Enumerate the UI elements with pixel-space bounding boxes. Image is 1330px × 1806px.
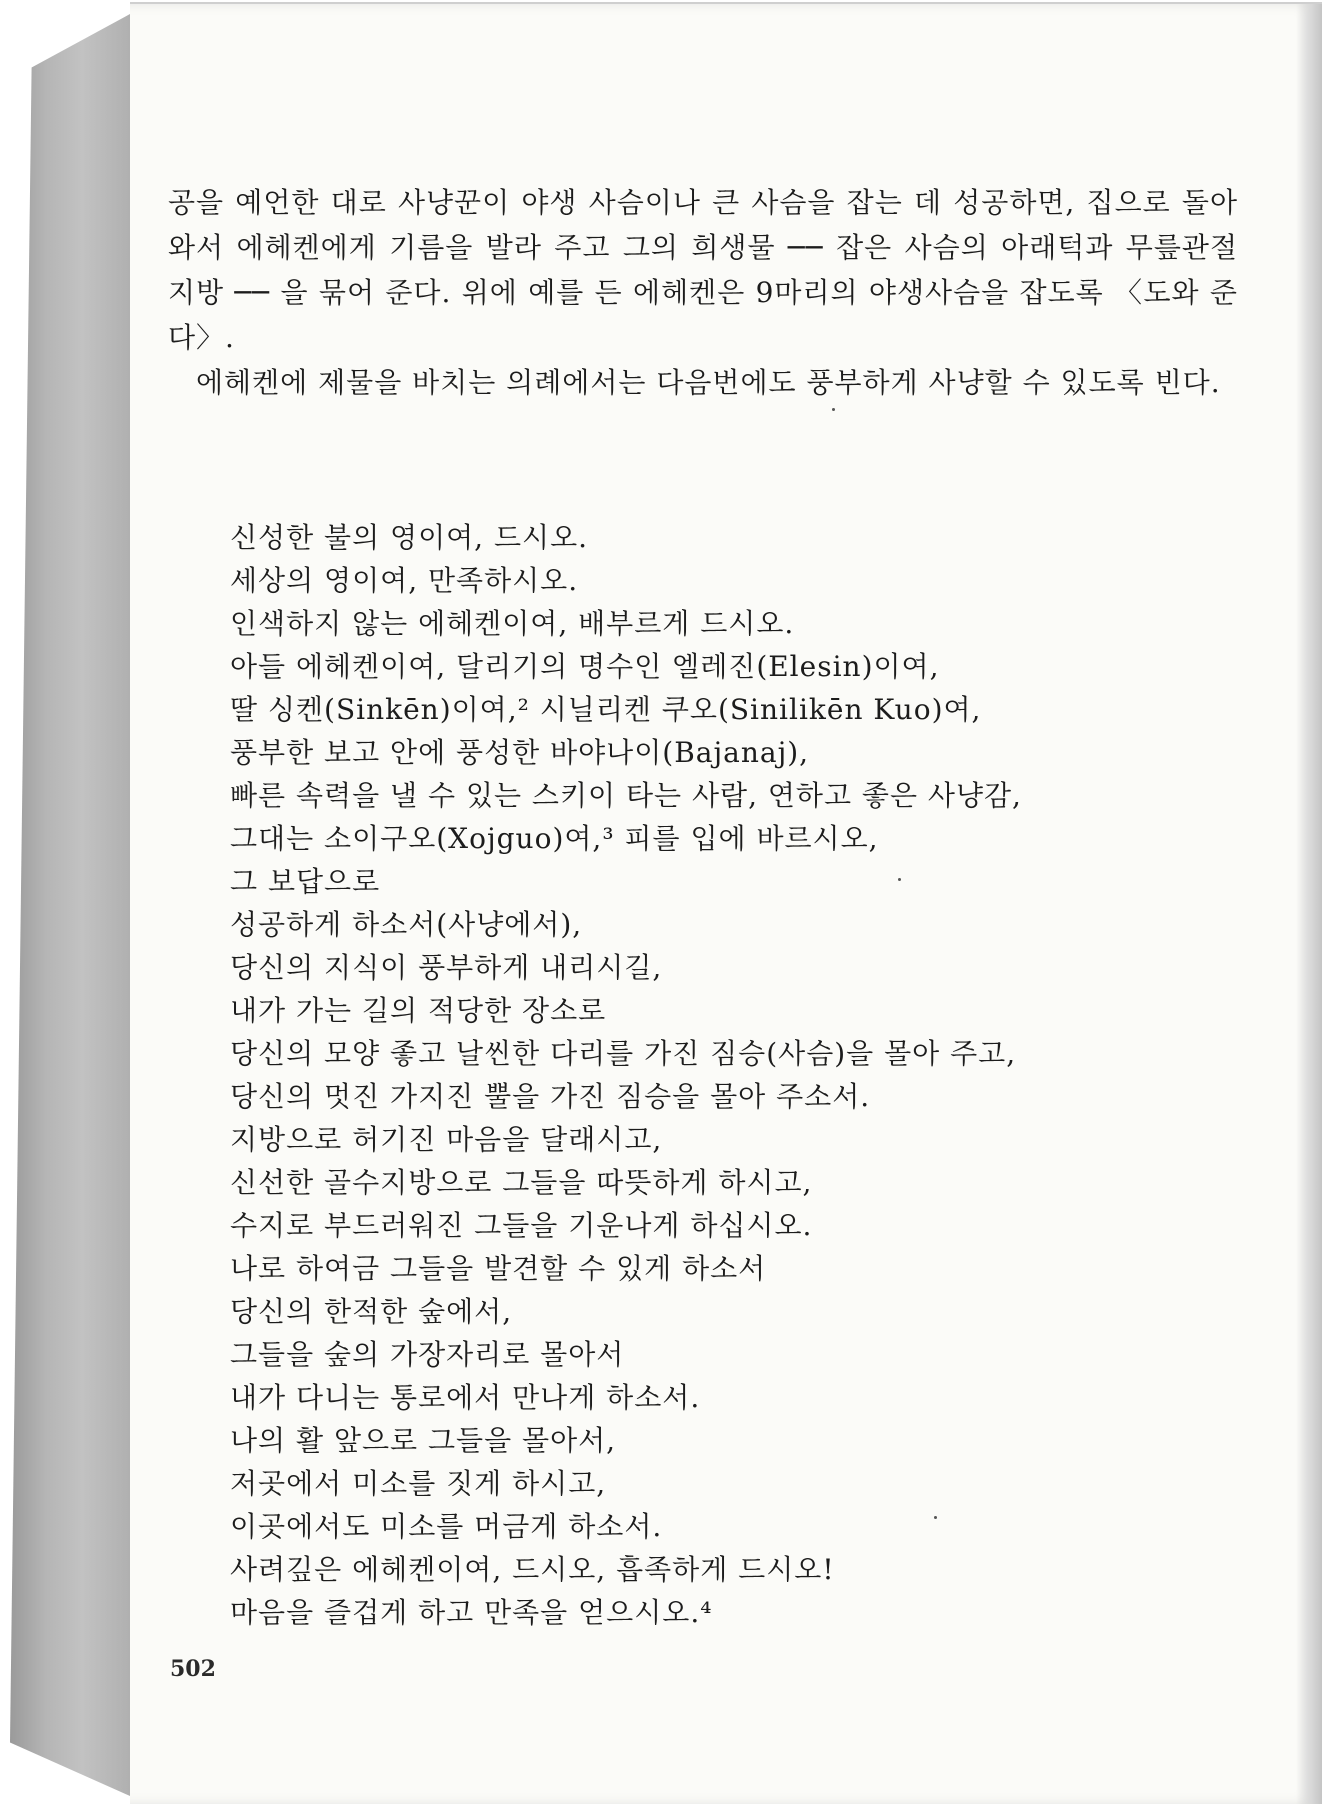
verse-line: 성공하게 하소서(사냥에서), <box>230 908 583 941</box>
verse-line: 내가 다니는 통로에서 만나게 하소서. <box>230 1381 701 1414</box>
verse-line: 지방으로 허기진 마음을 달래시고, <box>230 1123 663 1156</box>
verse-line: 저곳에서 미소를 짓게 하시고, <box>230 1467 607 1500</box>
verse-line: 마음을 즐겁게 하고 만족을 얻으시오.⁴ <box>230 1596 713 1629</box>
verse-line: 내가 가는 길의 적당한 장소로 <box>230 994 607 1027</box>
verse-line: 빠른 속력을 낼 수 있는 스키이 타는 사람, 연하고 좋은 사냥감, <box>230 779 1022 812</box>
prayer-verse <box>230 516 1230 1634</box>
verse-line: 수지로 부드러워진 그들을 기운나게 하십시오. <box>230 1209 813 1242</box>
speck <box>934 1516 937 1519</box>
book-spine <box>10 14 130 1796</box>
verse-line: 딸 싱켄(Sinkēn)이여,² 시닐리켄 쿠오(Sinilikēn Kuo)여, <box>230 693 982 726</box>
verse-line: 신선한 골수지방으로 그들을 따뜻하게 하시고, <box>230 1166 813 1199</box>
page-edge-shadow <box>1296 4 1322 1804</box>
verse-line: 그 보답으로 <box>230 865 381 898</box>
page-number: 502 <box>170 1656 216 1682</box>
verse-line: 당신의 멋진 가지진 뿔을 가진 짐승을 몰아 주소서. <box>230 1080 871 1113</box>
verse-line: 당신의 지식이 풍부하게 내리시길, <box>230 951 663 984</box>
verse-line: 아들 에헤켄이여, 달리기의 명수인 엘레진(Elesin)이여, <box>230 650 940 683</box>
speck <box>832 408 835 411</box>
prose-block <box>168 180 1238 405</box>
verse-line: 풍부한 보고 안에 풍성한 바야나이(Bajanaj), <box>230 736 810 769</box>
verse-line: 나로 하여금 그들을 발견할 수 있게 하소서 <box>230 1252 767 1285</box>
verse-line: 사려깊은 에헤켄이여, 드시오, 흡족하게 드시오! <box>230 1553 835 1586</box>
verse-line: 그대는 소이구오(Xojguo)여,³ 피를 입에 바르시오, <box>230 822 879 855</box>
verse-line: 나의 활 앞으로 그들을 몰아서, <box>230 1424 617 1457</box>
paragraph-1: 공을 예언한 대로 사냥꾼이 야생 사슴이나 큰 사슴을 잡는 데 성공하면, 집으로 돌아와서 에헤켄에게 기름을 발라 주고 그의 희생물 ── 잡은 사슴의 아래턱과 무릎관절 지방 ── 을 묶어 준다. 위에 예를 든 에헤켄은 9마리의 야생사슴을 잡도록 〈도와 준다〉. <box>168 186 1238 354</box>
verse-line: 이곳에서도 미소를 머금게 하소서. <box>230 1510 663 1543</box>
speck <box>898 878 901 881</box>
paragraph-2: 에헤켄에 제물을 바치는 의례에서는 다음번에도 풍부하게 사냥할 수 있도록 빈다. <box>196 366 1221 399</box>
verse-line: 세상의 영이여, 만족하시오. <box>230 564 579 597</box>
verse-line: 신성한 불의 영이여, 드시오. <box>230 521 589 554</box>
verse-line: 인색하지 않는 에헤켄이여, 배부르게 드시오. <box>230 607 795 640</box>
verse-line: 당신의 한적한 숲에서, <box>230 1295 513 1328</box>
verse-line: 그들을 숲의 가장자리로 몰아서 <box>230 1338 625 1371</box>
verse-line: 당신의 모양 좋고 날씬한 다리를 가진 짐승(사슴)을 몰아 주고, <box>230 1037 1017 1070</box>
